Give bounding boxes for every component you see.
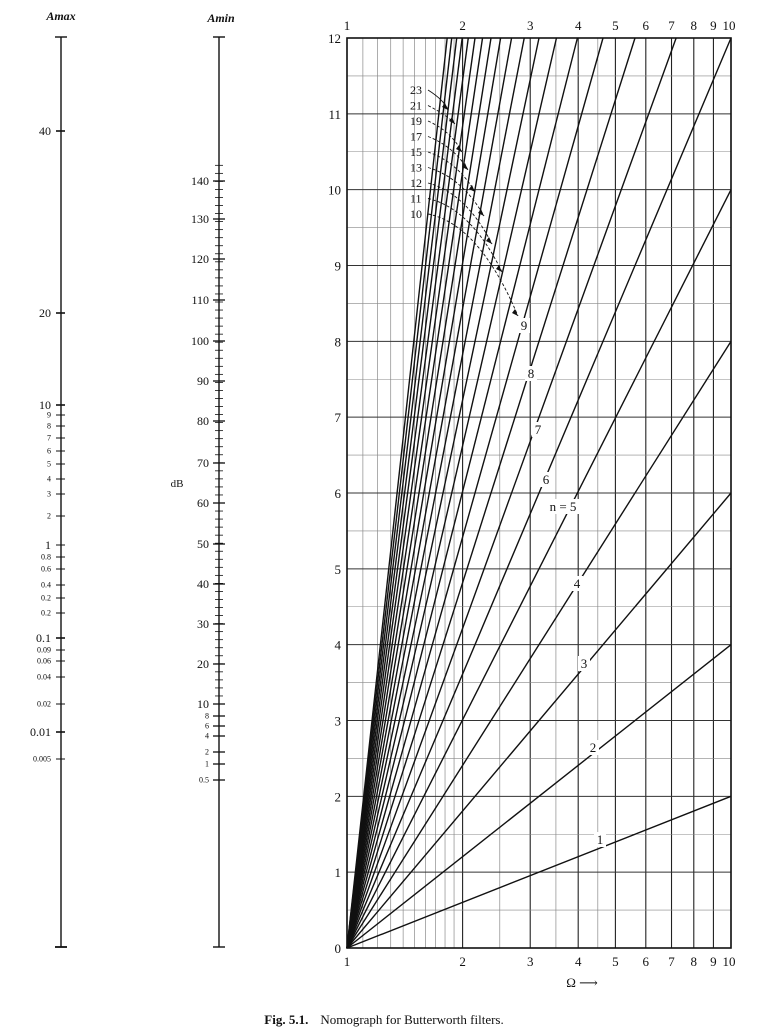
arrow-label-17: 17 <box>410 129 422 144</box>
y-tick-5: 5 <box>334 561 341 577</box>
amin-tick-label-10: 10 <box>197 697 209 711</box>
inline-label-3: 3 <box>580 656 588 671</box>
x-tick-bottom-10: 10 <box>722 954 736 969</box>
x-tick-bottom-7: 7 <box>668 954 675 969</box>
y-tick-4: 4 <box>334 637 341 653</box>
amin-tick-label-140: 140 <box>191 174 209 188</box>
arrow-label-12: 12 <box>410 176 422 190</box>
main-plot <box>328 18 736 990</box>
x-tick-bottom-5: 5 <box>612 954 619 969</box>
y-tick-9: 9 <box>334 258 341 274</box>
arrow-head <box>469 185 475 192</box>
arrow-label-13: 13 <box>410 160 422 175</box>
x-tick-bottom-9: 9 <box>710 954 717 969</box>
amin-tick-label-20: 20 <box>197 657 209 671</box>
amax-tick-label-2: 2 <box>47 511 51 521</box>
line-annotations <box>410 83 606 847</box>
amax-tick-label-0.04: 0.04 <box>37 672 51 682</box>
amin-tick-label-6: 6 <box>205 721 209 731</box>
x-tick-top-1: 1 <box>343 18 351 33</box>
y-tick-2: 2 <box>334 789 341 805</box>
amin-scale <box>171 11 235 947</box>
amin-unit-label: dB <box>170 478 184 490</box>
y-tick-12: 12 <box>328 31 341 46</box>
amin-tick-label-1: 1 <box>205 759 209 769</box>
arrow-label-21: 21 <box>410 98 422 113</box>
axis-ticks <box>328 18 736 990</box>
amax-tick-label-0.4: 0.4 <box>41 580 51 590</box>
amin-tick-label-60: 60 <box>197 496 209 510</box>
amax-tick-label-7: 7 <box>47 433 51 443</box>
x-tick-top-7: 7 <box>668 18 675 33</box>
arrow-label-19: 19 <box>410 114 422 128</box>
amax-tick-label-0.01: 0.01 <box>30 725 51 739</box>
arrow-label-15: 15 <box>410 145 422 159</box>
arrow-label-10: 10 <box>410 207 422 221</box>
amin-tick-label-100: 100 <box>191 334 209 348</box>
amin-tick-label-4: 4 <box>205 731 209 741</box>
figure-caption-text: Nomograph for Butterworth filters. <box>320 1012 504 1027</box>
y-tick-8: 8 <box>334 334 341 350</box>
inline-label-7: 7 <box>534 422 542 437</box>
amin-tick-label-130: 130 <box>191 212 209 226</box>
amax-tick-label-9: 9 <box>47 410 51 420</box>
amax-tick-label-0.02: 0.02 <box>37 699 51 709</box>
x-tick-top-6: 6 <box>642 18 650 33</box>
amin-tick-label-70: 70 <box>197 456 209 470</box>
inline-label-n=5: n = 5 <box>549 499 577 514</box>
amax-tick-label-0.09: 0.09 <box>37 645 51 655</box>
amax-tick-label-0.2: 0.2 <box>41 593 51 603</box>
x-axis-label: Ω ⟶ <box>566 975 598 990</box>
amin-tick-label-120: 120 <box>191 252 209 266</box>
x-tick-top-4: 4 <box>574 18 582 33</box>
y-tick-1: 1 <box>334 865 341 881</box>
inline-label-2: 2 <box>589 740 597 755</box>
x-tick-top-9: 9 <box>710 18 717 33</box>
amax-tick-label-3: 3 <box>47 489 51 499</box>
amax-tick-label-0.2: 0.2 <box>41 608 51 618</box>
arrow-label-23: 23 <box>410 83 422 97</box>
x-tick-top-5: 5 <box>612 18 619 33</box>
y-tick-10: 10 <box>328 182 341 198</box>
y-tick-3: 3 <box>334 713 341 729</box>
figure-caption <box>0 1012 768 1028</box>
amax-title: Amax <box>46 9 76 23</box>
amax-tick-label-0.6: 0.6 <box>41 564 51 574</box>
amax-tick-label-0.06: 0.06 <box>37 656 51 666</box>
arrow-head <box>486 237 492 244</box>
amax-tick-label-0.1: 0.1 <box>36 631 51 645</box>
inline-label-8: 8 <box>527 366 535 381</box>
arrow-head <box>496 265 502 272</box>
amax-tick-label-6: 6 <box>47 446 51 456</box>
x-tick-top-8: 8 <box>690 18 698 33</box>
amin-tick-label-8: 8 <box>205 711 209 721</box>
inline-label-1: 1 <box>596 832 604 847</box>
amax-tick-label-10: 10 <box>39 398 51 412</box>
x-tick-bottom-2: 2 <box>459 954 466 969</box>
y-tick-0: 0 <box>334 941 341 956</box>
amax-tick-label-4: 4 <box>47 474 51 484</box>
x-tick-top-10: 10 <box>722 18 736 33</box>
amax-tick-label-5: 5 <box>47 459 51 469</box>
amin-tick-label-110: 110 <box>191 293 209 307</box>
amin-tick-label-40: 40 <box>197 577 209 591</box>
amin-title: Amin <box>207 11 235 25</box>
amax-tick-label-40: 40 <box>39 124 51 138</box>
amin-tick-label-2: 2 <box>205 747 209 757</box>
amin-tick-label-0.5: 0.5 <box>199 775 209 785</box>
y-tick-6: 6 <box>334 486 341 501</box>
arrow-label-11: 11 <box>410 191 422 206</box>
x-tick-bottom-4: 4 <box>574 954 582 969</box>
x-tick-top-3: 3 <box>526 18 534 33</box>
y-tick-7: 7 <box>334 410 341 426</box>
x-tick-top-2: 2 <box>459 18 466 33</box>
figure-number: Fig. 5.1. <box>264 1012 309 1027</box>
inline-label-6: 6 <box>542 472 550 487</box>
x-tick-bottom-3: 3 <box>526 954 534 969</box>
inline-label-9: 9 <box>520 318 528 333</box>
amin-tick-label-90: 90 <box>197 374 209 388</box>
y-tick-11: 11 <box>328 106 341 122</box>
x-tick-bottom-8: 8 <box>690 954 698 969</box>
amin-tick-label-80: 80 <box>197 414 209 428</box>
amax-tick-label-20: 20 <box>39 306 51 320</box>
amax-scale <box>30 9 76 947</box>
amax-tick-label-1: 1 <box>45 538 51 552</box>
amin-tick-label-30: 30 <box>197 617 209 631</box>
amin-tick-label-50: 50 <box>197 537 209 551</box>
inline-label-4: 4 <box>573 576 581 591</box>
x-tick-bottom-6: 6 <box>642 954 650 969</box>
x-tick-bottom-1: 1 <box>343 954 351 969</box>
amax-tick-label-0.005: 0.005 <box>33 754 51 764</box>
amax-tick-label-8: 8 <box>47 421 51 431</box>
arrow-head <box>512 309 518 316</box>
amax-tick-label-0.8: 0.8 <box>41 552 51 562</box>
